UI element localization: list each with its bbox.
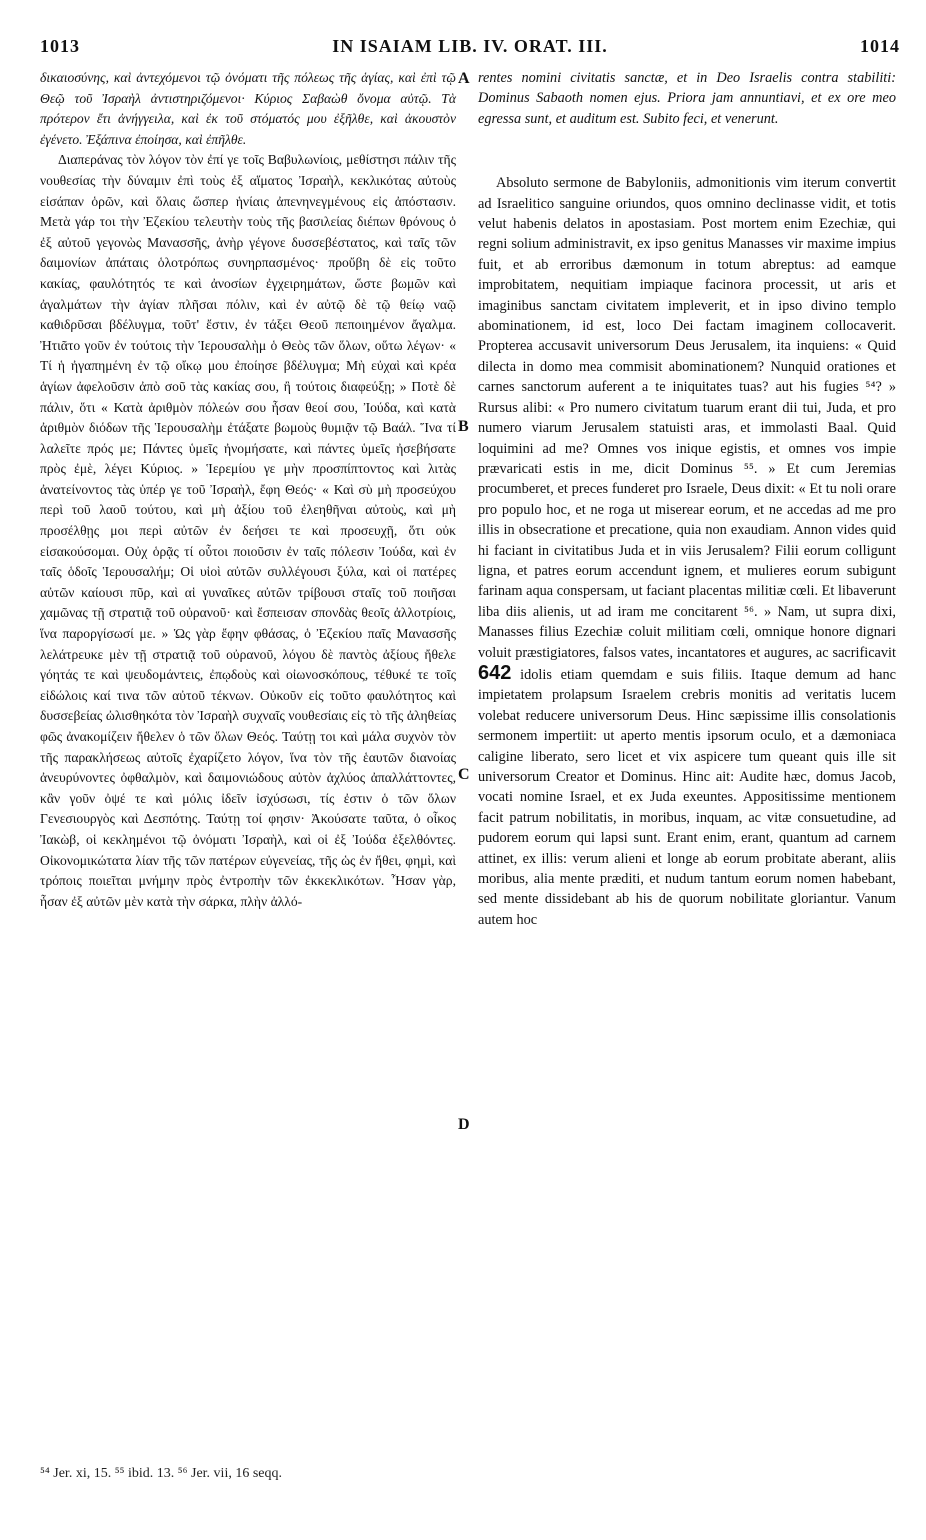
latin-commentary-part-1: Absoluto sermone de Babyloniis, admonitionis vim iterum convertit ad Israelitico sanguine oriundos, quos omnino declinasse vidit, et totis velut habenis delatos in apostasiam. Post mortem enim Ezechiæ, qui regni solium administravit, ex ipso genitus Manasses vir maxime impius fuit, et ab erroribus dæmonum in totum abreptus: ad eamque improbitatem, nequitiam impiaque facinora processit, ut aris et imaginibus sanctam civitatem impleverit, et in ipso divino templo abominationem, id est, loco Dei factam imaginem collocaverit. Propterea accusavit universorum Deus Jerusalem, ita inquiens: « Quid dilecta in domo mea commisit abominationem? Nunquid orationes et carnes sanctorum auferent a te iniquitates tuas? aut his fugies ⁵⁴? » Rursus alibi: « Pro numero civitatum tuarum erant dii tui, Juda, et pro numero viarum Jerusalem statuisti aras, et immolasti Baal. Quid loquimini ad me? Omnes vos inique egistis, et omnes vos impie prævaricati estis in me, dicit Dominus ⁵⁵. » Et cum Jeremias procumberet, et preces funderet pro Israele, Deus dixit: « Et tu noli orare pro populo hoc, et ne roga ut miserear eorum, et ne accedas ad me pro illis in obsecratione et precatione, quia non exaudiam. Annon vides quid hi faciant in civitatibus Juda et in viis Jerusalem? Filii eorum colligunt ligna, et patres eorum accendunt ignem, et mulieres eorum subigunt farinam aqua conspersam, ut faciant placentas militiæ cœli. Et libaverunt liba diis alienis, ut ad iram me concitarent ⁵⁶. » Nam, ut supra dixi, Manasses filius Ezechiæ coluit militiam cœli, omnique honore dignari voluit præstigiatores, falsos vates, incantatores et augures, ac sacrificavit: [478, 175, 896, 661]
footnotes: ⁵⁴ Jer. xi, 15. ⁵⁵ ibid. 13. ⁵⁶ Jer. vii, 16 seqq.: [40, 1466, 282, 1481]
edition-page-number: 642: [478, 661, 512, 684]
greek-commentary: Διαπεράνας τὸν λόγον τὸν ἐπί γε τοῖς Βαβυλωνίοις, μεθίστησι πάλιν τῆς νουθεσίας τὴν δύναμιν ἐπὶ τοὺς ἐξ αἵματος Ἰσραὴλ, κεκλικότας αὐτοὺς εἰσάπαν ὁρῶν, καὶ ὅλαις ὥσπερ ἡνίαις ἀπενηνεγμένους εἰς ἀπόστασιν. Μετὰ γάρ τοι τὴν Ἐζεκίου τελευτὴν τοὺς τῆς βασιλείας διέπων θρόνους ὁ ἐξ αὐτοῦ γεγονὼς Μανασσῆς, ἀνὴρ γέγονε δυσσεβέστατος, καὶ ταῖς τῶν δαιμονίων ἀπάταις ὁλοτρόπως συνηρπασμένος· προὔβη δὲ εἰς τοῦτο κακίας, φαυλότητός τε καὶ ἀνοσίων ἐγχειρημάτων, ὥστε βωμῶν καὶ ἀγαλμάτων τὴν ἁγίαν πλῆσαι πόλιν, καὶ ἐν αὐτῷ δὲ τῷ θείῳ ναῷ καθιδρῦσαι βδέλυγμα, τοῦτ' ἔστιν, ἐν τάξει Θεοῦ πεποιημένον ἄγαλμα. Ἠτιᾶτο γοῦν ἐν τούτοις τὴν Ἱερουσαλὴμ ὁ Θεὸς τῶν ὅλων, οὕτω λέγων· « Τί ἡ ἠγαπημένη ἐν τῷ οἴκῳ μου ἐποίησε βδέλυγμα; Μὴ εὐχαὶ καὶ κρέα ἁγίων ἀφελοῦσιν ἀπὸ σοῦ τὰς κακίας σου, ἢ τούτοις διαφεύξῃ; » Ποτὲ δὲ πάλιν, ὅτι « Κατὰ ἀριθμὸν πόλεών σου ἦσαν θεοί σου, Ἰούδα, καὶ κατὰ ἀριθμὸν διόδων τῆς Ἱερουσαλὴμ ἐτάξατε βωμοὺς θυμιᾷν τῷ Βαάλ. Ἵνα τί λαλεῖτε πρός με; Πάντες ὑμεῖς ἠνομήσατε, καὶ πάντες ὑμεῖς ἠσεβήσατε πρὸς ἐμὲ, λέγει Κύριος. » Ἱερεμίου γε μὴν προσπίπτοντος καὶ λιτὰς ἀνατείνοντος τὰς ὑπέρ γε τοῦ Ἰσραὴλ, ἔφη Θεός· « Καὶ σὺ μὴ προσεύχου περὶ τοῦ λαοῦ τούτου, καὶ μὴ ἀξίου τοῦ ἐλεηθῆναι αὐτοὺς, καὶ μὴ προσέλθῃς μοι περὶ αὐτῶν ἐν δεήσει τε καὶ προσευχῇ, ὅτι οὐκ εἰσακούσομαι. Οὐχ ὁρᾷς τί οὗτοι ποιοῦσιν ἐν ταῖς πόλεσιν Ἰούδα, καὶ ἐν ταῖς ὁδοῖς Ἱερουσαλήμ; Οἱ υἱοὶ αὐτῶν συλλέγουσι ξύλα, καὶ οἱ πατέρες αὐτῶν καίουσι πῦρ, καὶ αἱ γυναῖκες αὐτῶν τρίβουσι σταῖς τοῦ ποιῆσαι χαμῶνας τῇ στρατιᾷ τοῦ οὐρανοῦ· καὶ ἔσπεισαν σπονδὰς θεοῖς ἀλλοτρίοις, ἵνα παροργίσωσί με. » Ὡς γὰρ ἔφην φθάσας, ὁ Ἐζεκίου παῖς Μανασσῆς λελάτρευκε μὲν τῇ στρατιᾷ τοῦ οὐρανοῦ, λόγου δὲ παντὸς ἀξίους ἤθελε γόητάς τε καὶ ψευδομάντεις, ἐπῳδοὺς καὶ οἰωνοσκόπους, τέθυκέ τε τοῖς εἰδώλοις καί τινα τῶν αὐτοῦ τέκνων. Οὐκοῦν εἰς τοῦτο φαυλότητος καὶ δυσσεβείας ὠλισθηκότα τὸν Ἰσραὴλ συχναῖς νουθεσίαις εἰς τὸ τῆς ἀληθείας φῶς ἀνακομίζειν ἤθελεν ὁ τῶν ὅλων Θεός. Ταύτῃ τοι καὶ μάλα συχνὸν τὸν τῆς παρακλήσεως αὐτοῖς ἐχαρίζετο λόγον, ἵνα τὸν τῆς ἑαυτῶν διανοίας ἀνευρύνοντες ὀφθαλμὸν, καὶ δαιμονιώδους αὐτὸν ἀχλύος ἀπαλλάττοντες, κἂν γοῦν ὀψέ τε καὶ μόλις ἰδεῖν ἰσχύσωσι, τίς ἐστιν ὁ τῶν ὅλων Γενεσιουργὸς καὶ Δεσπότης. Ταύτῃ τοί φησιν· Ἀκούσατε ταῦτα, ὁ οἶκος Ἰακὼβ, οἱ κεκλημένοι τῷ ὀνόματι Ἰσραὴλ, καὶ οἱ ἐξ Ἰούδα ἐξελθόντες. Οἰκονομικώτατα λίαν τῆς τῶν πατέρων εὐγενείας, τῆς ὡς ἐν ἤθει, φημὶ, καὶ τρόποις ποιεῖται μνήμην πρὸς ἐντροπὴν τῶν ἐκκεκλικότων. Ἦσαν γὰρ, ἦσαν ἐξ αὐτῶν μὲν κατὰ τὴν σάρκα, πλὴν ἀλλό-: [40, 152, 456, 909]
greek-column: [40, 68, 456, 912]
latin-commentary-part-2: idolis etiam quemdam e suis filiis. Itaque demum ad hanc impietatem prolapsum Israelem crebris monitis ad veritatis lucem volebat reducere universorum Deus. Hinc sæpissime illis consolationis sermonem impertiit: ut aperto mentis ipsorum oculo, et a dæmoniaca caligine liberato, sero licet et vix aspicere tum queant quis ille sit universorum Creator et Dominus. Hinc ait: Audite hæc, domus Jacob, vocati nomine Israel, et ex Juda exeuntes. Appositissime mentionem facit patrum nobilitatis, in moribus, inquam, ac vitæ consuetudine, ad pudorem eorum qui lapsi sunt. Erant enim, erant, quantum ad carnem attinet, ex illis: verum alieni et longe ab eorum probitate aberant, aliis moribus, alia mente præditi, et nudum tantum eorum nomen habebant, sed mente dissidebant ab his de quorum nobilitate gloriantur. Vanum autem hoc: [478, 666, 896, 928]
latin-commentary: [478, 173, 896, 930]
latin-lemma: rentes nomini civitatis sanctæ, et in Deo Israelis contra stabiliti: Dominus Sabaoth nomen ejus. Priora jam annuntiavi, et ex ore meo egressa sunt, et auditum est. Subito feci, et venerunt.: [478, 70, 896, 127]
margin-letter-b: B: [458, 418, 469, 435]
margin-letter-c: C: [458, 766, 470, 783]
margin-letter-a: A: [458, 70, 470, 87]
margin-letter-d: D: [458, 1116, 470, 1133]
running-title: IN ISAIAM LIB. IV. ORAT. III.: [332, 36, 608, 56]
latin-column: [478, 68, 896, 930]
greek-lemma: δικαιοσύνης, καὶ ἀντεχόμενοι τῷ ὀνόματι τῆς πόλεως τῆς ἁγίας, καὶ ἐπὶ τῷ Θεῷ τοῦ Ἰσραὴλ ἀντιστηριζόμενοι· Κύριος Σαβαὼθ ὄνομα αὐτῷ. Τὰ πρότερον ἔτι ἀνήγγειλα, καὶ ἐκ τοῦ στόματός μου ἐξῆλθε, καὶ ἀκουστὸν ἐγένετο. Ἐξάπινα ἐποίησα, καὶ ἐπῆλθε.: [40, 70, 456, 147]
page-number-left: 1013: [40, 36, 80, 56]
running-header: [40, 36, 900, 60]
page-number-right: 1014: [860, 36, 900, 56]
